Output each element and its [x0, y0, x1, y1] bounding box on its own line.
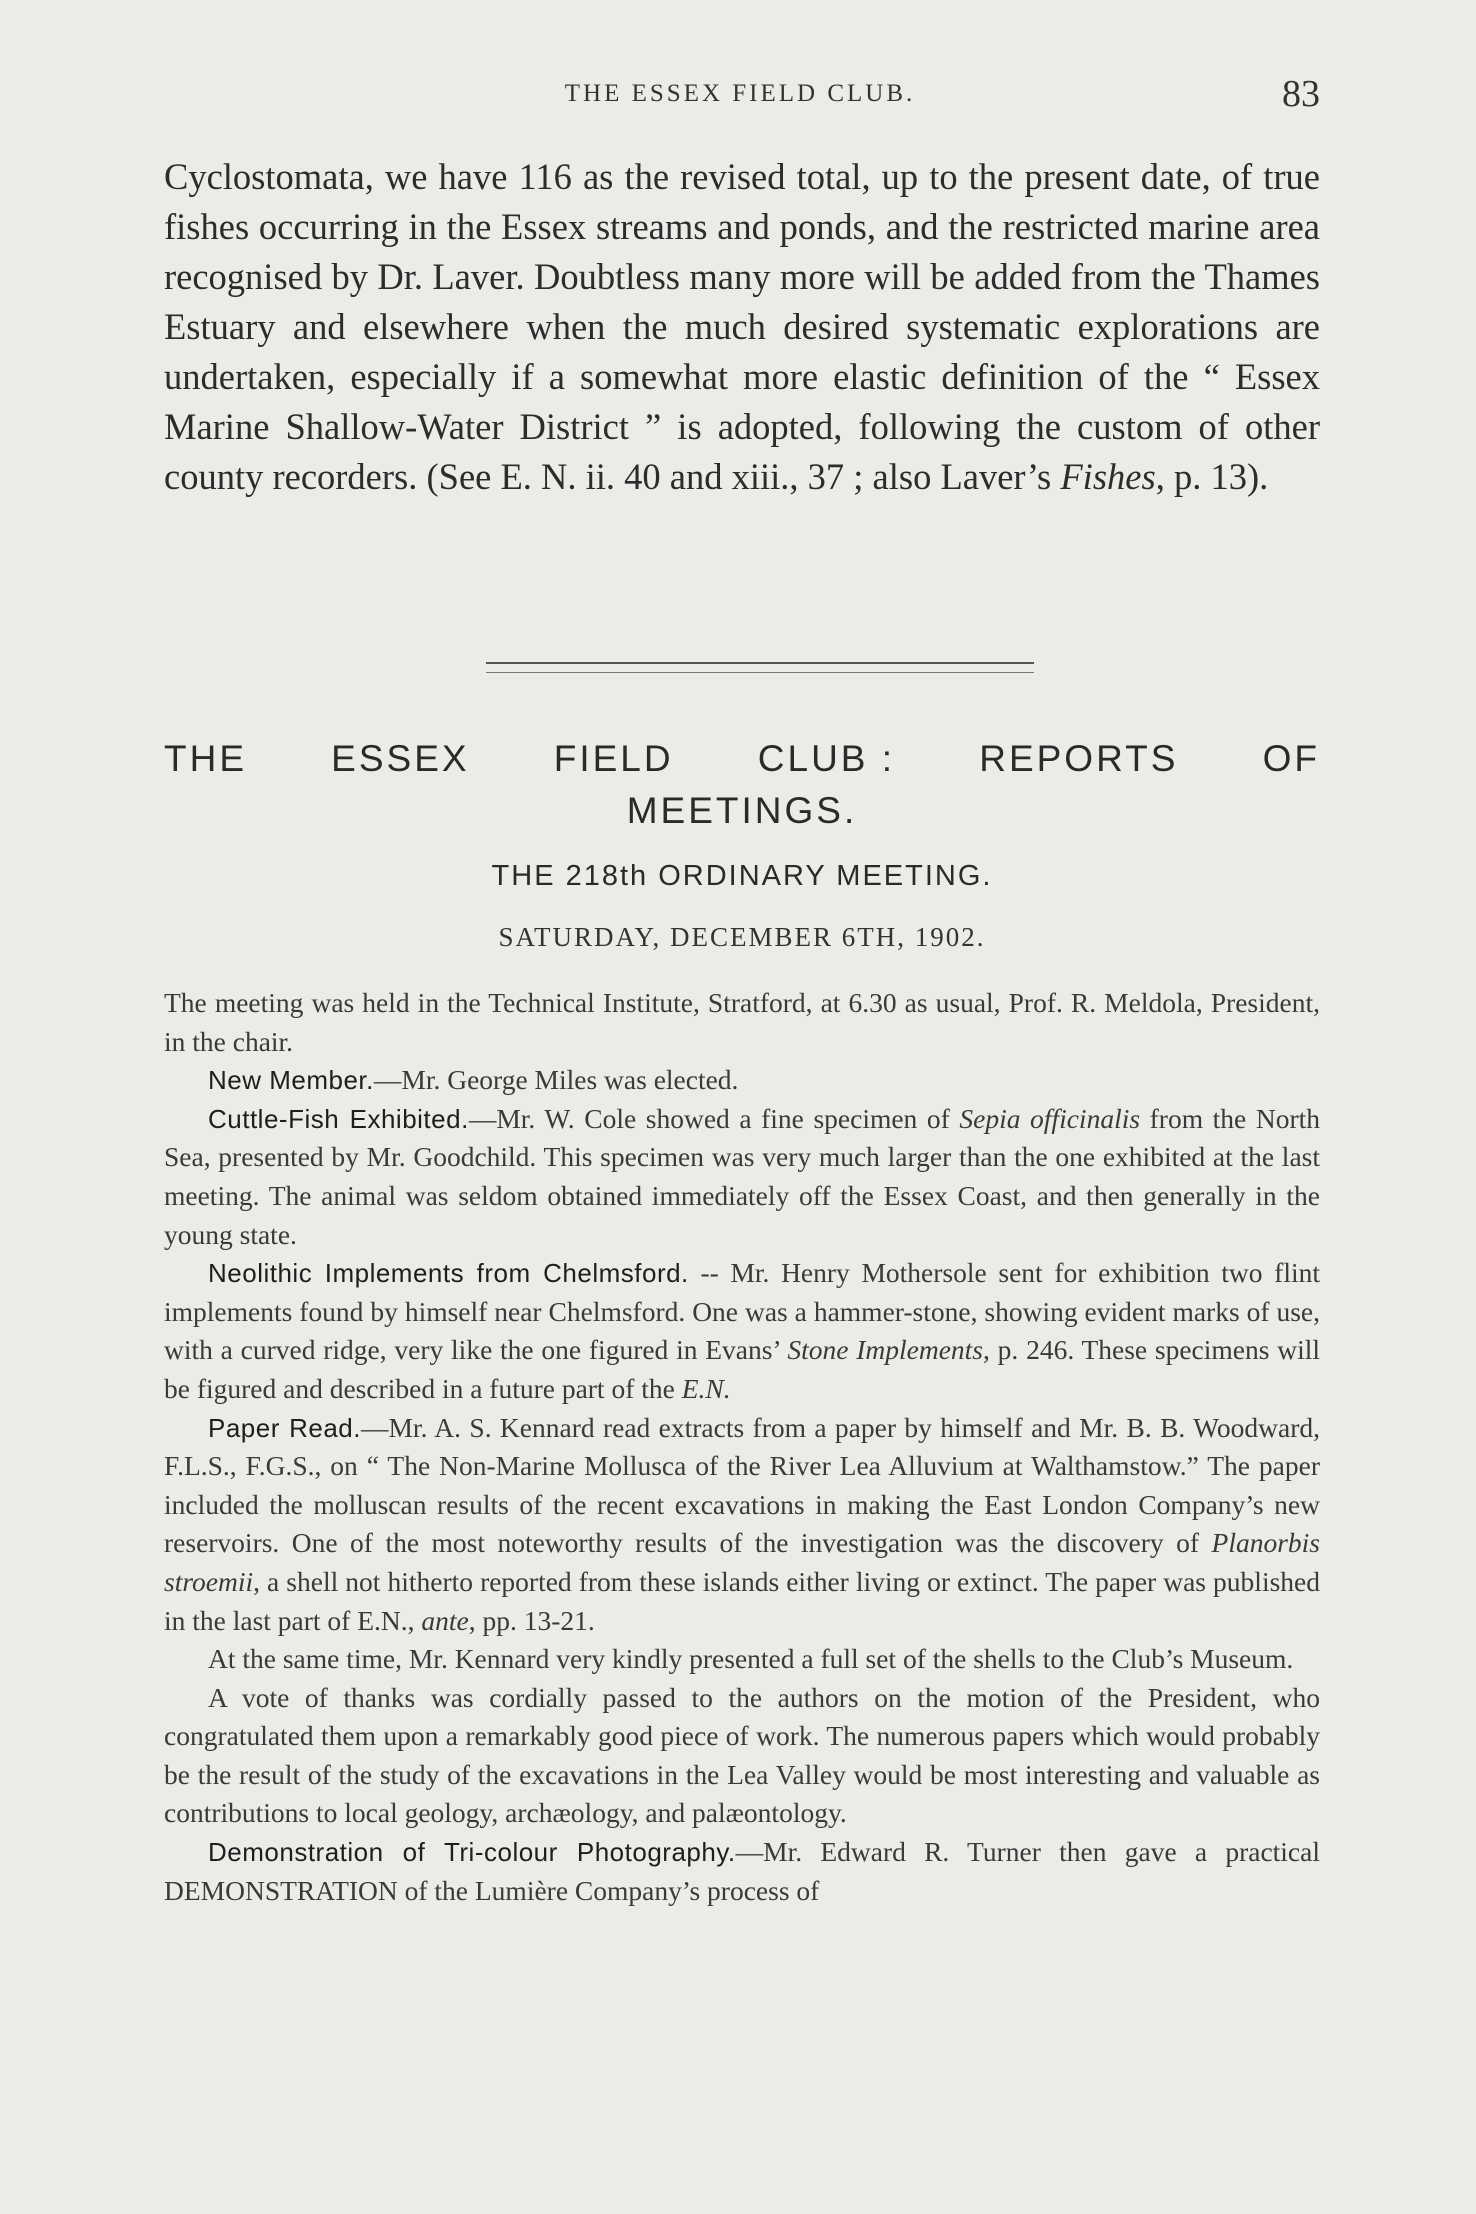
report-text: , a shell not hitherto reported from these islands either living or extinct. The paper was published in the last part of E.N.,	[164, 1565, 1320, 1636]
report-text: -- Mr. Henry Mothersole sent for exhibition two flint implements found by himself near Chelmsford. One was a hammer-stone, showing evident marks of use, with a curved ridge, very like the one figured in Evans’	[164, 1257, 1320, 1366]
meeting-subheading: THE 218th ORDINARY MEETING.	[491, 860, 993, 892]
paragraph-lead: New Member.	[208, 1065, 374, 1096]
book-title: Stone Implements	[787, 1334, 984, 1366]
report-text: , p. 246. These specimens will be figured and described in a future part of the	[164, 1334, 1321, 1404]
report-text: The meeting was held in the Technical Institute, Stratford, at 6.30 as usual, Prof. R. Meldola, President, in the chair.	[164, 987, 1320, 1057]
running-head	[160, 72, 1320, 122]
report-paragraph	[164, 1254, 1320, 1408]
paragraph-lead: Demonstration of Tri-colour Photography.	[208, 1837, 736, 1868]
meeting-date: SATURDAY, DECEMBER 6TH, 1902.	[498, 922, 986, 952]
intro-italic: Fishes	[1060, 456, 1156, 497]
intro-text: Cyclostomata, we have 116 as the revised total, up to the present date, of true fishes occurring in the Essex streams and ponds, and the restricted marine area recognised by Dr. Laver. Doubtless many more will be added from the Thames Estuary and elsewhere when the much desired systematic explorations are undertaken, especially if a somewhat more elastic definition of the “ Essex Marine Shallow-Water District ” is adopted, following the custom of other county recorders. (See E. N. ii. 40 and xiii., 37 ; also Laver’s	[164, 156, 1320, 497]
section-divider	[486, 662, 1034, 673]
paragraph-lead: Paper Read.	[208, 1412, 361, 1443]
journal-abbrev: E.N.	[681, 1372, 731, 1404]
report-text: At the same time, Mr. Kennard very kindly presented a full set of the shells to the Club’s Museum.	[208, 1643, 1294, 1675]
species-name: Planorbis stroemii	[164, 1527, 1320, 1597]
species-name: Sepia officinalis	[959, 1102, 1141, 1134]
paragraph-lead: Cuttle-Fish Exhibited.	[208, 1103, 469, 1134]
running-title: THE ESSEX FIELD CLUB.	[564, 80, 916, 107]
report-paragraph	[164, 984, 1320, 1061]
heading-line-2: MEETINGS.	[626, 790, 858, 831]
report-paragraph	[164, 1100, 1320, 1254]
heading-word: ESSEX	[331, 738, 470, 779]
heading-word: OF	[1262, 738, 1320, 779]
heading-word: THE	[164, 738, 247, 779]
paragraph-lead: Neolithic Implements from Chelmsford.	[208, 1258, 689, 1289]
report-text: —Mr. A. S. Kennard read extracts from a paper by himself and Mr. B. B. Woodward, F.L.S., F.G.S., on “ The Non-Marine Mollusca of the River Lea Alluvium at Walthamstow.” The paper included the molluscan results of the recent excavations in making the East London Company’s new reservoirs. One of the most noteworthy results of the investigation was the discovery of	[164, 1411, 1321, 1559]
report-text: —Mr. George Miles was elected.	[373, 1064, 739, 1096]
report-paragraph	[164, 1409, 1320, 1641]
heading-word: REPORTS	[979, 738, 1179, 779]
heading-word: CLUB :	[757, 738, 896, 779]
page-number: 83	[1282, 73, 1320, 115]
intro-paragraph	[164, 152, 1320, 502]
report-paragraph	[164, 1061, 1320, 1100]
section-heading	[164, 733, 1320, 837]
report-text: , pp. 13-21.	[468, 1604, 595, 1636]
citation-ante: ante	[421, 1604, 469, 1636]
report-text: —Mr. Edward R. Turner then gave a practical DEMONSTRATION of the Lumière Company’s process of	[164, 1836, 1320, 1906]
intro-end: , p. 13).	[1155, 456, 1269, 497]
report-paragraph	[164, 1679, 1320, 1833]
heading-word: FIELD	[553, 738, 674, 779]
report-paragraph	[164, 1833, 1320, 1910]
report-text: —Mr. W. Cole showed a fine specimen of	[468, 1102, 960, 1134]
report-paragraph	[164, 1640, 1320, 1679]
report-text: from the North Sea, presented by Mr. Goodchild. This specimen was very much larger than the one exhibited at the last meeting. The animal was seldom obtained immediately off the Essex Coast, and then generally in the young state.	[164, 1102, 1320, 1250]
meeting-report	[164, 984, 1320, 1910]
report-text: A vote of thanks was cordially passed to the authors on the motion of the President, who congratulated them upon a remarkably good piece of work. The numerous papers which would probably be the result of the study of the excavations in the Lea Valley would be most interesting and valuable as contributions to local geology, archæology, and palæontology.	[164, 1681, 1320, 1829]
